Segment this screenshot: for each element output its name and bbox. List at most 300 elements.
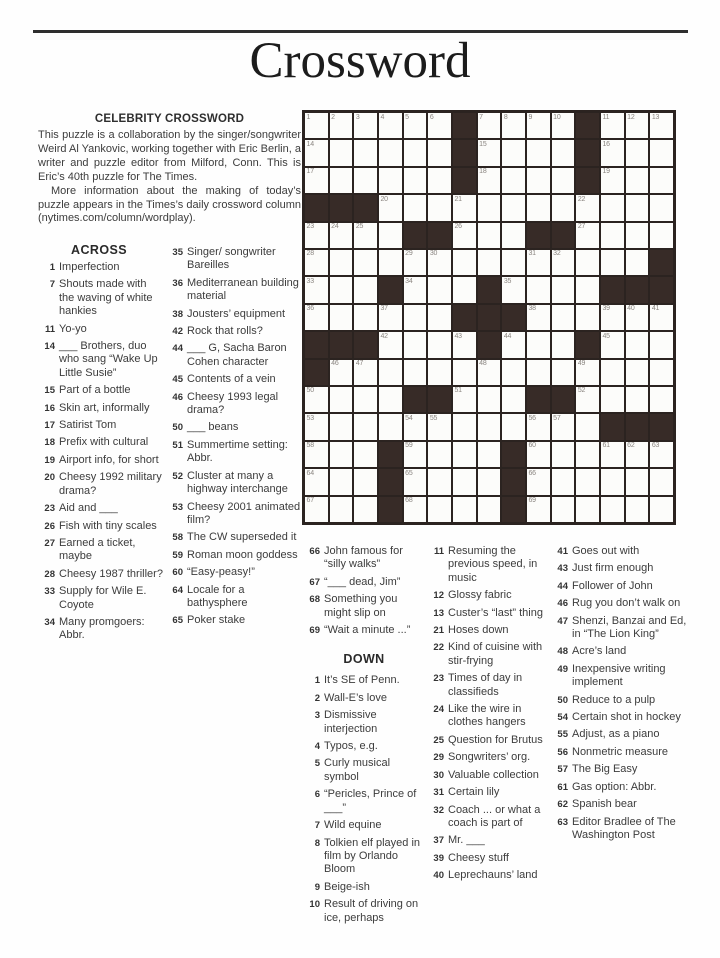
grid-cell[interactable]: [404, 332, 427, 357]
grid-cell-black: [576, 168, 599, 193]
grid-cell[interactable]: [428, 414, 451, 439]
grid-cell[interactable]: [601, 223, 624, 248]
below-grid-column-1: [303, 545, 425, 929]
clue-text: “Pericles, Prince of ___”: [324, 788, 417, 814]
grid-cell[interactable]: [330, 305, 353, 330]
clue-item: [303, 593, 425, 620]
clue-item: [427, 607, 552, 620]
grid-cell[interactable]: [428, 360, 451, 385]
clue-text: Singer/ songwriter Bareilles: [187, 246, 276, 272]
grid-cell[interactable]: [576, 387, 599, 412]
grid-cell[interactable]: [650, 140, 673, 165]
clue-number: 17: [44, 420, 55, 432]
grid-cell[interactable]: [650, 497, 673, 522]
clue-item: [166, 439, 304, 466]
grid-cell-black: [379, 442, 402, 467]
clue-text: Times of day in classifieds: [448, 672, 523, 698]
grid-cell[interactable]: [428, 277, 451, 302]
grid-cell[interactable]: [305, 223, 328, 248]
grid-cell[interactable]: [650, 305, 673, 330]
grid-cell[interactable]: [305, 414, 328, 439]
grid-cell[interactable]: [404, 140, 427, 165]
clue-item: [38, 419, 164, 432]
clue-item: [38, 454, 164, 467]
grid-cell[interactable]: [527, 277, 550, 302]
clue-text: Airport info, for short: [59, 453, 159, 466]
grid-cell[interactable]: [601, 113, 624, 138]
grid-cell[interactable]: [453, 387, 476, 412]
grid-cell[interactable]: [626, 469, 649, 494]
clue-item: [303, 545, 425, 572]
grid-cell-number: 65: [405, 469, 413, 477]
grid-cell-number: 47: [355, 360, 364, 368]
grid-cell[interactable]: [404, 113, 427, 138]
clue-number: 6: [314, 789, 320, 801]
clue-number: 1: [314, 675, 320, 687]
clue-item: [551, 615, 687, 642]
grid-cell[interactable]: [626, 305, 649, 330]
grid-cell[interactable]: [404, 497, 427, 522]
clue-number: 23: [433, 673, 444, 685]
grid-cell[interactable]: [601, 250, 624, 275]
grid-cell[interactable]: [404, 469, 427, 494]
grid-cell[interactable]: [379, 223, 402, 248]
grid-cell[interactable]: [576, 442, 599, 467]
grid-cell[interactable]: [453, 195, 476, 220]
grid-cell[interactable]: [502, 277, 525, 302]
clue-number: 16: [44, 402, 55, 414]
grid-cell[interactable]: [354, 277, 377, 302]
grid-cell[interactable]: [404, 168, 427, 193]
grid-cell[interactable]: [552, 168, 575, 193]
grid-cell[interactable]: [478, 442, 501, 467]
grid-cell[interactable]: [626, 250, 649, 275]
grid-cell[interactable]: [576, 497, 599, 522]
grid-cell[interactable]: [330, 497, 353, 522]
clue-item: [38, 616, 164, 643]
grid-cell[interactable]: [650, 223, 673, 248]
clue-number: 56: [557, 746, 568, 758]
grid-cell-black: [453, 168, 476, 193]
grid-cell[interactable]: [478, 168, 501, 193]
grid-cell[interactable]: [527, 250, 550, 275]
grid-cell[interactable]: [428, 442, 451, 467]
grid-cell[interactable]: [330, 140, 353, 165]
grid-cell[interactable]: [650, 360, 673, 385]
clue-number: 45: [172, 374, 183, 386]
grid-cell-black: [527, 223, 550, 248]
grid-cell[interactable]: [453, 414, 476, 439]
clue-item: [427, 624, 552, 637]
grid-cell[interactable]: [650, 113, 673, 138]
grid-cell[interactable]: [379, 332, 402, 357]
grid-cell[interactable]: [576, 223, 599, 248]
grid-cell[interactable]: [379, 195, 402, 220]
clue-text: Tolkien elf played in film by Orlando Bloom: [324, 836, 421, 876]
grid-cell-black: [576, 113, 599, 138]
clue-number: 38: [172, 308, 183, 320]
grid-cell-number: 25: [355, 223, 364, 231]
grid-cell[interactable]: [478, 223, 501, 248]
clue-number: 68: [309, 594, 320, 606]
clue-text: Something you might slip on: [324, 593, 398, 619]
clue-text: Wall-E’s love: [324, 691, 387, 704]
grid-cell[interactable]: [552, 277, 575, 302]
grid-cell[interactable]: [552, 195, 575, 220]
grid-cell[interactable]: [601, 360, 624, 385]
grid-cell[interactable]: [576, 360, 599, 385]
grid-cell-number: 60: [528, 442, 536, 450]
clue-text: The CW superseded it: [187, 531, 297, 544]
grid-cell[interactable]: [379, 305, 402, 330]
clue-text: Prefix with cultural: [59, 436, 149, 449]
grid-cell[interactable]: [379, 140, 402, 165]
grid-cell[interactable]: [478, 387, 501, 412]
grid-cell[interactable]: [330, 113, 353, 138]
grid-cell[interactable]: [626, 195, 649, 220]
grid-cell[interactable]: [527, 360, 550, 385]
grid-cell[interactable]: [601, 387, 624, 412]
clue-item: [303, 624, 425, 637]
grid-cell-black: [305, 360, 328, 385]
grid-cell[interactable]: [478, 497, 501, 522]
grid-cell[interactable]: [650, 469, 673, 494]
grid-cell-number: 63: [651, 442, 660, 450]
grid-cell[interactable]: [453, 442, 476, 467]
clue-item: [551, 728, 687, 741]
grid-cell[interactable]: [527, 140, 550, 165]
clue-text: Satirist Tom: [59, 419, 117, 432]
grid-cell[interactable]: [626, 497, 649, 522]
clue-number: 46: [172, 391, 183, 403]
clue-text: Valuable collection: [448, 768, 539, 781]
grid-cell[interactable]: [305, 387, 328, 412]
grid-cell[interactable]: [502, 223, 525, 248]
grid-cell-number: 37: [380, 305, 388, 313]
grid-cell[interactable]: [601, 140, 624, 165]
grid-cell[interactable]: [527, 305, 550, 330]
grid-cell[interactable]: [330, 277, 353, 302]
grid-cell[interactable]: [404, 305, 427, 330]
grid-cell[interactable]: [428, 305, 451, 330]
grid-cell[interactable]: [527, 332, 550, 357]
grid-cell[interactable]: [354, 250, 377, 275]
grid-cell[interactable]: [404, 195, 427, 220]
grid-cell[interactable]: [552, 442, 575, 467]
grid-cell[interactable]: [305, 469, 328, 494]
grid-cell-black: [650, 277, 673, 302]
grid-cell[interactable]: [502, 387, 525, 412]
grid-cell-black: [453, 113, 476, 138]
grid-cell[interactable]: [601, 497, 624, 522]
grid-cell[interactable]: [502, 250, 525, 275]
grid-cell-black: [453, 140, 476, 165]
grid-cell[interactable]: [650, 387, 673, 412]
grid-cell[interactable]: [478, 469, 501, 494]
grid-cell[interactable]: [330, 387, 353, 412]
grid-cell[interactable]: [330, 469, 353, 494]
clue-text: Mr. ___: [448, 834, 485, 847]
clue-number: 2: [314, 692, 320, 704]
grid-cell[interactable]: [626, 332, 649, 357]
grid-cell[interactable]: [330, 168, 353, 193]
grid-cell[interactable]: [305, 442, 328, 467]
grid-cell[interactable]: [576, 195, 599, 220]
grid-cell[interactable]: [330, 250, 353, 275]
grid-cell[interactable]: [552, 497, 575, 522]
grid-cell[interactable]: [527, 442, 550, 467]
clue-text: Earned a ticket, maybe: [59, 536, 136, 563]
grid-cell[interactable]: [626, 442, 649, 467]
grid-cell[interactable]: [502, 414, 525, 439]
clue-text: Aid and ___: [59, 502, 118, 515]
grid-cell[interactable]: [428, 332, 451, 357]
down-clues-column-1: [303, 674, 425, 925]
clue-number: 10: [309, 899, 320, 911]
clue-item: [551, 663, 687, 690]
grid-cell[interactable]: [354, 113, 377, 138]
grid-cell[interactable]: [428, 469, 451, 494]
grid-cell[interactable]: [552, 140, 575, 165]
grid-cell[interactable]: [453, 497, 476, 522]
grid-cell[interactable]: [552, 469, 575, 494]
clue-text: Beige-ish: [324, 880, 370, 893]
grid-cell[interactable]: [354, 223, 377, 248]
grid-cell-number: 35: [503, 277, 512, 285]
clue-number: 58: [172, 532, 183, 544]
grid-cell[interactable]: [502, 360, 525, 385]
grid-cell[interactable]: [354, 305, 377, 330]
clue-number: 66: [309, 546, 320, 557]
grid-cell[interactable]: [354, 387, 377, 412]
grid-cell[interactable]: [354, 469, 377, 494]
clue-item: [38, 340, 164, 380]
grid-cell[interactable]: [601, 332, 624, 357]
grid-cell[interactable]: [502, 168, 525, 193]
grid-cell[interactable]: [428, 195, 451, 220]
clue-number: 41: [557, 546, 568, 557]
clue-text: Jousters’ equipment: [187, 307, 286, 320]
grid-cell[interactable]: [601, 168, 624, 193]
clue-number: 43: [557, 563, 568, 575]
grid-cell[interactable]: [576, 277, 599, 302]
grid-cell[interactable]: [305, 168, 328, 193]
clue-item: [166, 584, 304, 611]
clue-number: 39: [433, 852, 444, 864]
grid-cell[interactable]: [354, 497, 377, 522]
grid-cell[interactable]: [576, 469, 599, 494]
clue-text: Wild equine: [324, 819, 382, 832]
clue-number: 32: [433, 804, 444, 816]
grid-cell[interactable]: [650, 332, 673, 357]
grid-cell[interactable]: [354, 360, 377, 385]
grid-cell[interactable]: [379, 113, 402, 138]
clue-text: Goes out with: [572, 545, 640, 557]
clue-item: [551, 711, 687, 724]
grid-cell[interactable]: [453, 223, 476, 248]
grid-cell[interactable]: [626, 168, 649, 193]
grid-cell-number: 27: [577, 223, 586, 231]
across-clues-continued: [303, 545, 425, 637]
grid-cell[interactable]: [626, 223, 649, 248]
clue-item: [551, 597, 687, 610]
grid-cell[interactable]: [379, 360, 402, 385]
down-clues-column-2: [427, 545, 552, 887]
grid-cell[interactable]: [626, 387, 649, 412]
grid-cell[interactable]: [478, 414, 501, 439]
grid-cell-black: [305, 195, 328, 220]
grid-cell[interactable]: [478, 140, 501, 165]
clue-text: Mediterranean building material: [187, 276, 299, 303]
grid-cell[interactable]: [552, 332, 575, 357]
grid-cell[interactable]: [428, 497, 451, 522]
grid-cell-black: [404, 387, 427, 412]
clue-text: Curly musical symbol: [324, 757, 391, 783]
grid-cell[interactable]: [650, 195, 673, 220]
grid-cell[interactable]: [354, 414, 377, 439]
grid-cell[interactable]: [527, 414, 550, 439]
grid-cell[interactable]: [527, 497, 550, 522]
grid-cell[interactable]: [502, 332, 525, 357]
clue-number: 12: [433, 590, 444, 602]
grid-cell[interactable]: [478, 113, 501, 138]
clue-number: 27: [44, 537, 55, 549]
clue-number: 52: [172, 470, 183, 482]
grid-cell[interactable]: [330, 442, 353, 467]
grid-cell[interactable]: [330, 223, 353, 248]
grid-cell-number: 39: [602, 305, 610, 313]
grid-cell[interactable]: [453, 332, 476, 357]
grid-cell[interactable]: [601, 442, 624, 467]
clue-number: 23: [44, 503, 55, 515]
grid-cell[interactable]: [428, 168, 451, 193]
grid-cell[interactable]: [502, 195, 525, 220]
clue-text: Cheesy 1987 thriller?: [59, 567, 163, 580]
clue-text: Cheesy 1993 legal drama?: [187, 390, 279, 417]
grid-cell[interactable]: [527, 168, 550, 193]
clue-item: [551, 816, 687, 843]
clue-number: 50: [557, 694, 568, 706]
grid-cell[interactable]: [527, 469, 550, 494]
grid-cell[interactable]: [478, 195, 501, 220]
grid-cell[interactable]: [404, 250, 427, 275]
grid-cell[interactable]: [601, 195, 624, 220]
grid-cell[interactable]: [404, 277, 427, 302]
grid-cell[interactable]: [404, 360, 427, 385]
clue-text: Like the wire in clothes hangers: [448, 703, 526, 729]
grid-cell-number: 62: [627, 442, 635, 450]
grid-cell-number: 34: [405, 277, 413, 285]
grid-cell[interactable]: [379, 250, 402, 275]
grid-cell[interactable]: [601, 469, 624, 494]
grid-cell[interactable]: [305, 113, 328, 138]
clue-item: [38, 384, 164, 397]
grid-cell-black: [626, 277, 649, 302]
grid-cell[interactable]: [330, 414, 353, 439]
clue-text: The Big Easy: [572, 763, 638, 776]
grid-cell[interactable]: [305, 250, 328, 275]
grid-cell[interactable]: [305, 140, 328, 165]
across-clues-column-2: [166, 246, 304, 632]
grid-cell[interactable]: [404, 414, 427, 439]
grid-cell[interactable]: [576, 414, 599, 439]
grid-cell-number: 55: [429, 414, 438, 422]
grid-cell[interactable]: [453, 360, 476, 385]
clue-text: Glossy fabric: [448, 589, 512, 602]
grid-cell[interactable]: [576, 250, 599, 275]
across-clues-column-1: [38, 261, 164, 647]
grid-cell[interactable]: [379, 387, 402, 412]
clue-text: Rock that rolls?: [187, 325, 263, 338]
grid-cell[interactable]: [453, 277, 476, 302]
clue-number: 40: [433, 870, 444, 882]
clue-number: 11: [433, 546, 444, 557]
grid-cell[interactable]: [626, 360, 649, 385]
clue-text: It’s SE of Penn.: [324, 674, 400, 687]
grid-cell[interactable]: [502, 140, 525, 165]
grid-cell[interactable]: [650, 168, 673, 193]
grid-cell[interactable]: [354, 442, 377, 467]
grid-cell[interactable]: [626, 140, 649, 165]
clue-text: John famous for “silly walks”: [324, 545, 403, 571]
grid-cell[interactable]: [330, 360, 353, 385]
grid-cell[interactable]: [552, 113, 575, 138]
grid-cell[interactable]: [428, 113, 451, 138]
clue-number: 13: [433, 607, 444, 619]
grid-cell[interactable]: [428, 140, 451, 165]
grid-cell[interactable]: [527, 195, 550, 220]
grid-cell-black: [552, 223, 575, 248]
grid-cell[interactable]: [453, 250, 476, 275]
grid-cell[interactable]: [305, 305, 328, 330]
clue-item: [166, 342, 304, 369]
grid-cell[interactable]: [305, 497, 328, 522]
clue-text: Typos, e.g.: [324, 740, 378, 753]
grid-cell[interactable]: [404, 442, 427, 467]
grid-cell[interactable]: [552, 250, 575, 275]
grid-cell-number: 67: [306, 497, 314, 505]
grid-cell[interactable]: [305, 277, 328, 302]
grid-cell[interactable]: [379, 414, 402, 439]
clue-number: 31: [433, 787, 444, 799]
grid-cell[interactable]: [552, 414, 575, 439]
grid-cell[interactable]: [527, 113, 550, 138]
grid-cell-number: 49: [577, 360, 586, 368]
grid-cell[interactable]: [354, 140, 377, 165]
clue-text: Certain shot in hockey: [572, 711, 681, 724]
grid-cell[interactable]: [576, 305, 599, 330]
grid-cell[interactable]: [650, 442, 673, 467]
grid-cell-number: 10: [553, 113, 561, 121]
clue-number: 50: [172, 422, 183, 434]
grid-cell[interactable]: [453, 469, 476, 494]
grid-cell[interactable]: [478, 360, 501, 385]
clue-item: [38, 568, 164, 581]
grid-cell[interactable]: [626, 113, 649, 138]
grid-cell[interactable]: [478, 250, 501, 275]
grid-cell[interactable]: [428, 250, 451, 275]
clue-item: [303, 819, 425, 832]
grid-cell[interactable]: [601, 305, 624, 330]
grid-cell[interactable]: [354, 168, 377, 193]
grid-cell-number: 38: [528, 305, 536, 313]
grid-cell[interactable]: [502, 113, 525, 138]
grid-cell[interactable]: [552, 360, 575, 385]
grid-cell[interactable]: [552, 305, 575, 330]
clue-item: [427, 545, 552, 585]
clue-item: [38, 537, 164, 564]
grid-cell[interactable]: [379, 168, 402, 193]
